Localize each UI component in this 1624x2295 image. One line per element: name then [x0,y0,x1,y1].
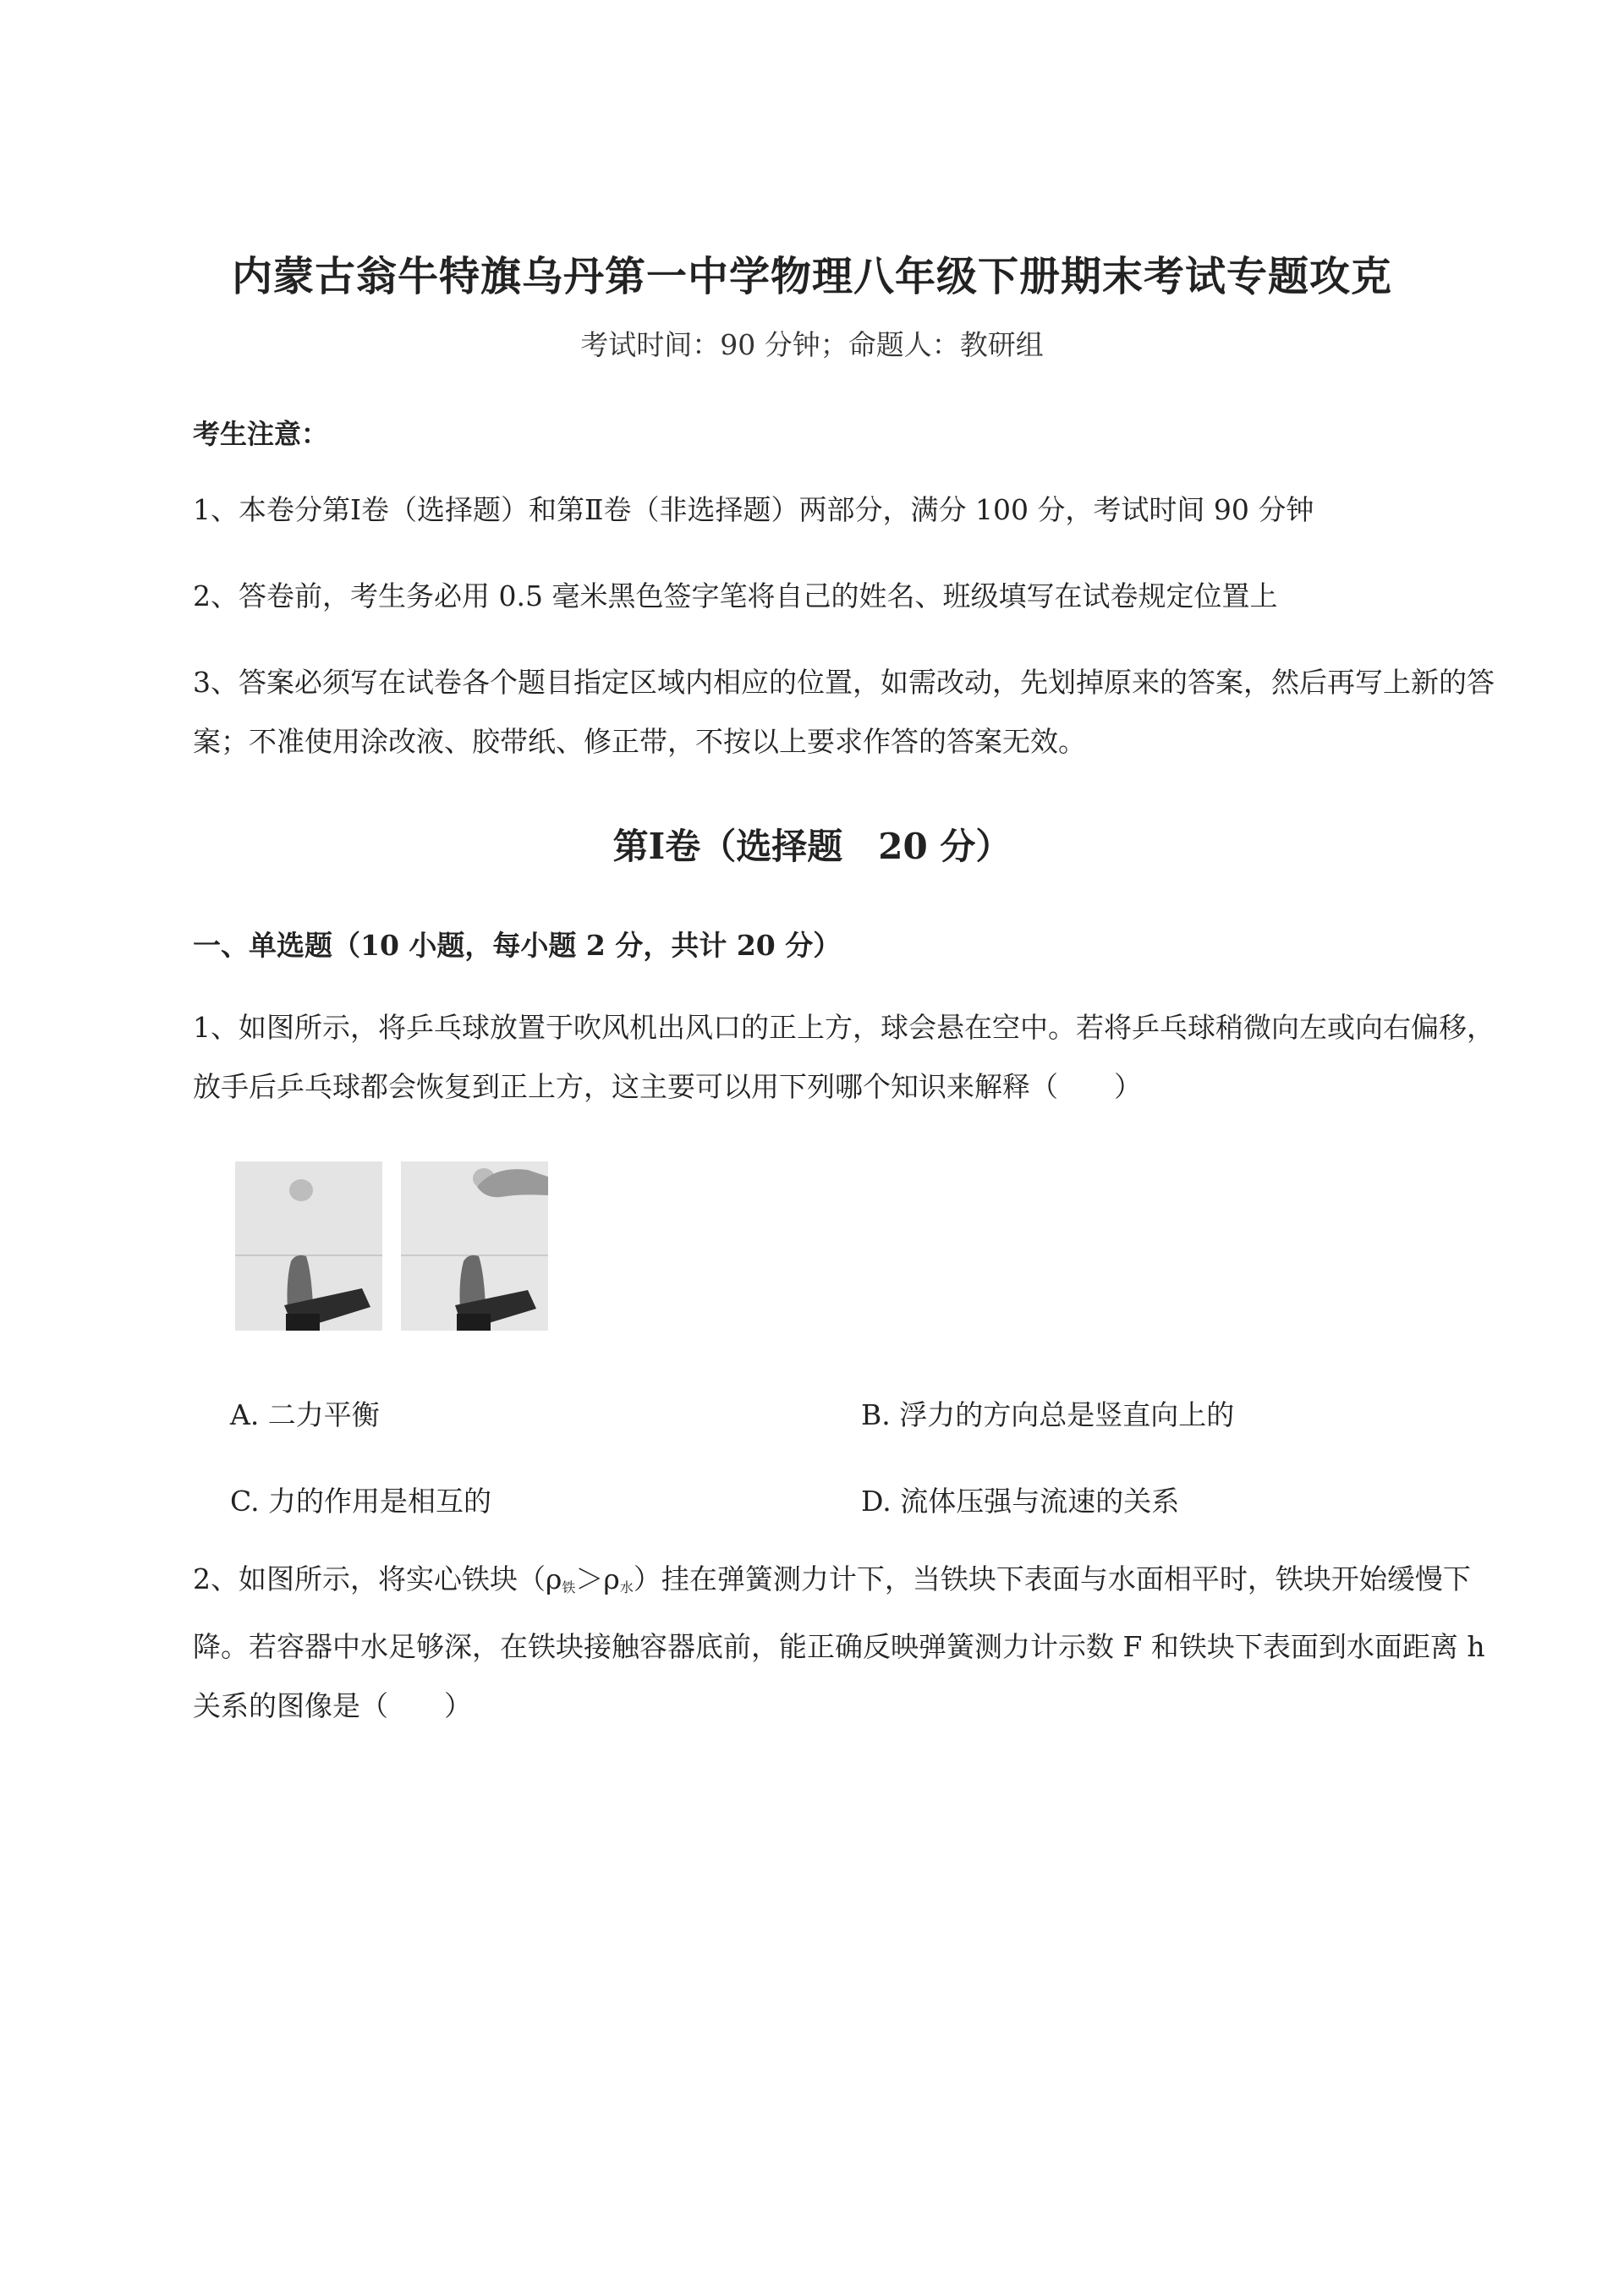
exam-subtitle: 考试时间：90 分钟；命题人：教研组 [580,328,1044,361]
question-1-option-d[interactable]: D. 流体压强与流速的关系 [861,1485,1180,1518]
question-1-option-a[interactable]: A. 二力平衡 [230,1398,380,1431]
question-1-option-b[interactable]: B. 浮力的方向总是竖直向上的 [861,1398,1235,1431]
question-2-stem-end: ）挂在弹簧测力计下，当铁块下表面与水面相平时，铁块开始缓慢下降。若容器中水足够深，在铁块接触容器底前，能正确反映弹簧测力计示数 F 和铁块下表面到水面距离 h 关系的图像是（ ） [193,1562,1485,1722]
subscript-water: 水 [619,1579,634,1595]
question-1-stem: 1、如图所示，将乒乓球放置于吹风机出风口的正上方，球会悬在空中。若将乒乓球稍微向左或向右偏移，放手后乒乓球都会恢复到正上方，这主要可以用下列哪个知识来解释（ ） [193,1011,1495,1103]
note-item-1: 1、本卷分第Ⅰ卷（选择题）和第Ⅱ卷（非选择题）两部分，满分 100 分，考试时间 90 分钟 [193,493,1314,526]
greater-than-rho: ＞ρ [575,1562,620,1595]
question-2-stem-start: 2、如图所示，将实心铁块（ρ [193,1562,562,1595]
question-2-stem [193,1550,1512,1736]
subscript-iron: 铁 [562,1579,576,1595]
hairdryer-ball-photo-left [235,1161,382,1331]
exam-title: 内蒙古翁牛特旗乌丹第一中学物理八年级下册期末考试专题攻克 [231,253,1392,300]
hairdryer-ball-photo-right [401,1161,548,1331]
note-item-2: 2、答卷前，考生务必用 0.5 毫米黑色签字笔将自己的姓名、班级填写在试卷规定位置上 [193,579,1278,612]
question-1-option-c[interactable]: C. 力的作用是相互的 [230,1485,492,1518]
section-title: 第Ⅰ卷（选择题 20 分） [612,826,1012,867]
question-1-figure [235,1161,548,1331]
note-item-3: 3、答案必须写在试卷各个题目指定区域内相应的位置，如需改动，先划掉原来的答案，然后再写上新的答案；不准使用涂改液、胶带纸、修正带，不按以上要求作答的答案无效。 [193,666,1495,758]
notes-label: 考生注意： [193,418,329,450]
subsection-title: 一、单选题（10 小题，每小题 2 分，共计 20 分） [193,929,842,962]
